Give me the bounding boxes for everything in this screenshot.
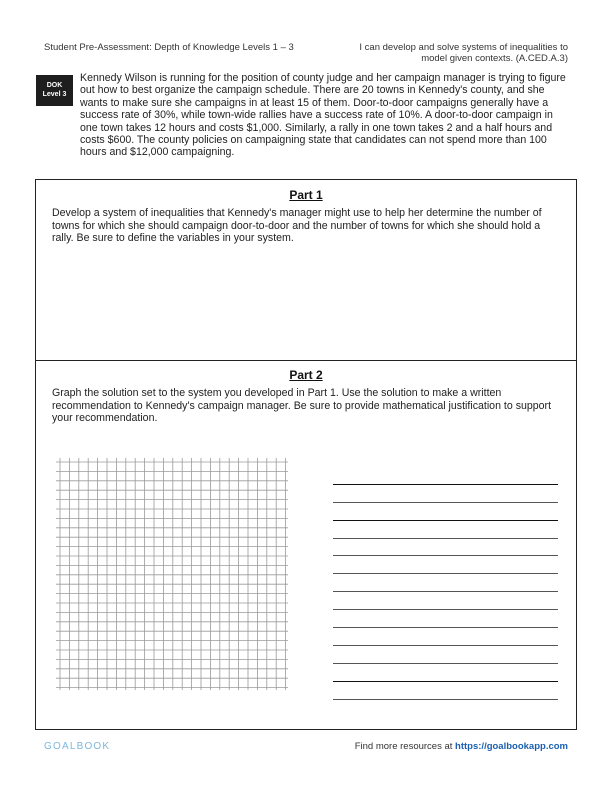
problem-intro: Kennedy Wilson is running for the position of county judge and her campaign manager is trying to figure out how to best organize the campaign schedule. There are 20 towns in Kennedy's county, and she wants to make sure she campaigns in at least 15 of them. Door-to-door campaigns generally have a success rate of 30%, while town-wide rallies have a success rate of 10%. A door-to-door campaign in one town takes 12 hours and costs $1,000. Similarly, a rally in one town takes 2 and a half hours and costs $600. The county policies on campaigning state that candidates can not spend more than 100 hours and $12,000 campaigning. <box>80 72 566 159</box>
writing-line[interactable] <box>333 556 558 574</box>
writing-line[interactable] <box>333 485 558 503</box>
dok-badge <box>36 75 73 106</box>
footer-link[interactable]: https://goalbookapp.com <box>455 741 568 752</box>
part2-text: Graph the solution set to the system you developed in Part 1. Use the solution to make a written recommendation to Kennedy's campaign manager. Be sure to provide mathematical justification to support your recommendation. <box>52 387 552 425</box>
dok-level: Level 3 <box>42 91 67 98</box>
part2-title: Part 2 <box>289 368 323 382</box>
goalbook-logo: GOALBOOK <box>44 741 111 752</box>
writing-lines[interactable] <box>333 467 558 700</box>
writing-line[interactable] <box>333 628 558 646</box>
answer-box <box>35 179 577 730</box>
writing-line[interactable] <box>333 592 558 610</box>
writing-line[interactable] <box>333 503 558 521</box>
writing-line[interactable] <box>333 467 558 485</box>
dok-label: DOK <box>46 82 63 89</box>
writing-line[interactable] <box>333 646 558 664</box>
part-divider <box>36 360 576 361</box>
writing-line[interactable] <box>333 574 558 592</box>
footer-text <box>355 741 568 752</box>
writing-line[interactable] <box>333 664 558 682</box>
writing-line[interactable] <box>333 521 558 539</box>
header-right: I can develop and solve systems of inequalities to model given contexts. (A.CED.A.3) <box>359 42 568 64</box>
header-left: Student Pre-Assessment: Depth of Knowledge Levels 1 – 3 <box>44 42 294 53</box>
footer-prefix: Find more resources at <box>354 741 456 752</box>
writing-line[interactable] <box>333 682 558 700</box>
part1-text: Develop a system of inequalities that Kennedy's manager might use to help her determine the number of towns for which she should campaign door-to-door and the number of towns for which she should hold a rally. Be sure to define the variables in your system. <box>52 207 542 245</box>
writing-line[interactable] <box>333 610 558 628</box>
graph-grid[interactable] <box>56 458 288 690</box>
writing-line[interactable] <box>333 539 558 557</box>
part1-title: Part 1 <box>289 188 323 202</box>
